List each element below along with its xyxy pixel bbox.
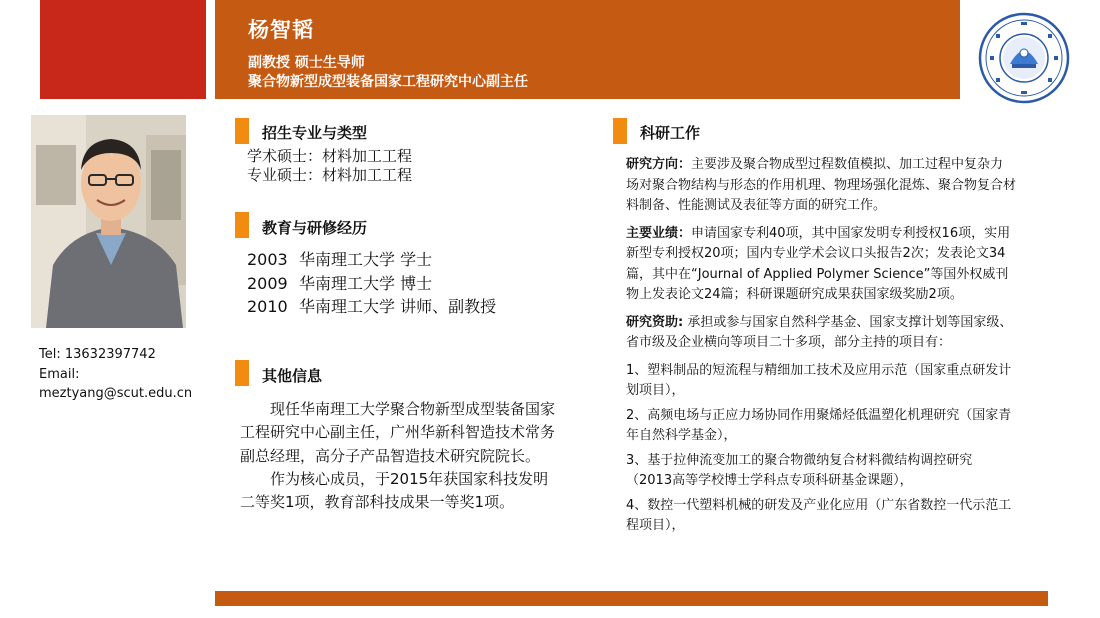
university-seal-logo	[978, 12, 1070, 104]
research-funding	[626, 313, 1016, 354]
header-banner	[215, 0, 960, 99]
email-label: Email:	[39, 366, 80, 382]
research-direction	[626, 155, 1016, 217]
education-item	[247, 271, 432, 294]
research-achievements	[626, 224, 1016, 306]
project-item: 4、数控一代塑料机械的研发及产业化应用（广东省数控一代示范工程项目），	[626, 497, 1012, 533]
phone-number: Tel: 13632397742	[39, 347, 156, 362]
achievement-label: 主要业绩：	[626, 225, 692, 241]
other-info-text	[240, 398, 556, 514]
enroll-line: 专业硕士：材料加工工程	[247, 166, 413, 184]
education-text: 华南理工大学 博士	[299, 274, 433, 293]
education-section-title: 教育与研修经历	[262, 219, 368, 237]
other-paragraph: 现任华南理工大学聚合物新型成型装备国家工程研究中心副主任，广州华新科智造技术常务副总经理，高分子产品智造技术研究院院长。	[240, 400, 556, 465]
footer-bar	[215, 591, 1048, 606]
person-title: 副教授 硕士生导师	[248, 55, 365, 71]
education-year: 2010	[247, 297, 288, 316]
funding-label: 研究资助:	[626, 314, 684, 330]
other-paragraph: 作为核心成员，于2015年获国家科技发明二等奖1项，教育部科技成果一等奖1项。	[240, 469, 549, 512]
direction-text: 主要涉及聚合物成型过程数值模拟、加工过程中复杂力场对聚合物结构与形态的作用机理、物理场强化混炼、聚合物复合材料制备、性能测试及表征等方面的研究工作。	[626, 157, 1017, 213]
person-name: 杨智韬	[248, 18, 314, 42]
section-marker	[235, 212, 249, 238]
project-item: 2、高频电场与正应力场协同作用聚烯烃低温塑化机理研究（国家青年自然科学基金），	[626, 407, 1012, 443]
email-address[interactable]: meztyang@scut.edu.cn	[39, 386, 193, 401]
education-item	[247, 294, 496, 317]
enroll-line: 学术硕士：材料加工工程	[247, 147, 413, 165]
research-section-title: 科研工作	[640, 124, 701, 142]
contact-info	[39, 345, 192, 404]
education-text: 华南理工大学 学士	[299, 250, 433, 269]
education-text: 华南理工大学 讲师、副教授	[299, 297, 497, 316]
section-marker	[235, 360, 249, 386]
education-year: 2003	[247, 250, 288, 269]
direction-label: 研究方向：	[626, 157, 692, 172]
project-item: 3、基于拉伸流变加工的聚合物微纳复合材料微结构调控研究（2013高等学校博士学科点专项科研基金课题），	[626, 452, 973, 488]
enroll-section-title: 招生专业与类型	[262, 124, 368, 142]
funding-text: 承担或参与国家自然科学基金、国家支撑计划等国家级、省市级及企业横向等项目二十多项，部分主持的项目有：	[626, 314, 1013, 350]
project-item: 1、塑料制品的短流程与精细加工技术及应用示范（国家重点研发计划项目），	[626, 362, 1012, 398]
person-position: 聚合物新型成型装备国家工程研究中心副主任	[248, 74, 528, 90]
research-content	[626, 155, 1016, 541]
education-item	[247, 247, 432, 270]
education-year: 2009	[247, 274, 288, 293]
achievement-text: 申请国家专利40项，其中国家发明专利授权16项，实用新型专利授权20项；国内专业学术会议口头报告2次；发表论文34篇，其中在“Journal of Applied Polymer Science”等国外权威刊物上发表论文24篇；科研课题研究成果获国家级奖励2项。	[626, 225, 1011, 302]
other-section-title: 其他信息	[262, 367, 323, 385]
profile-photo	[31, 115, 186, 328]
red-accent-block	[40, 0, 206, 99]
section-marker	[235, 118, 249, 144]
section-marker	[613, 118, 627, 144]
